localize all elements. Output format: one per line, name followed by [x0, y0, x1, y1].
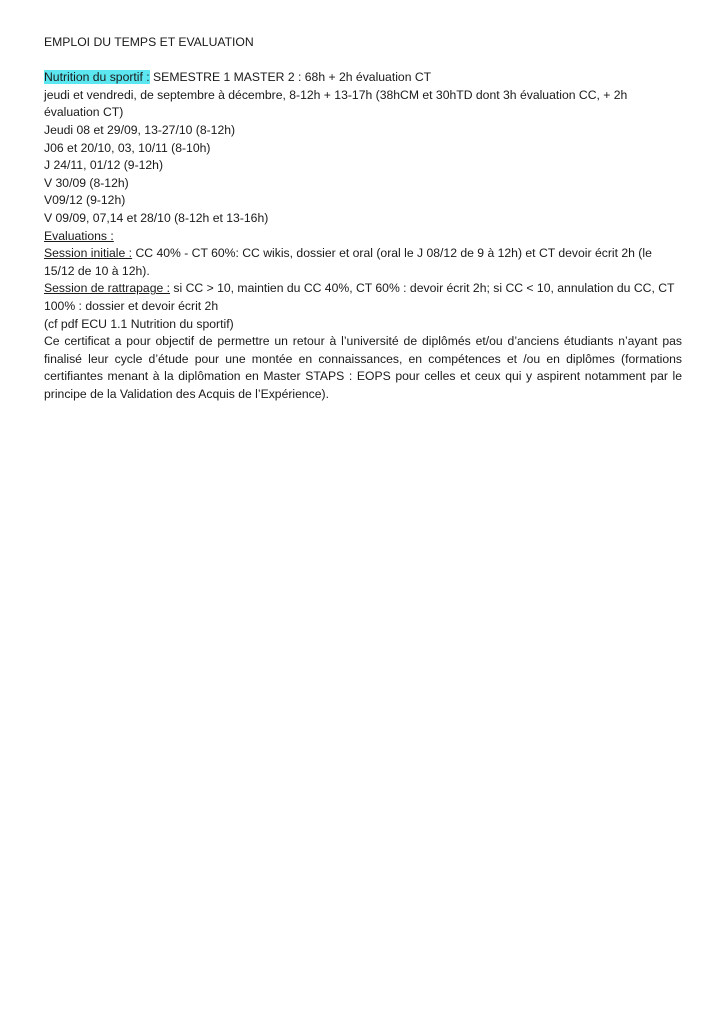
course-label-highlight: Nutrition du sportif : — [44, 70, 150, 85]
document-page — [44, 34, 682, 403]
session-initiale — [44, 245, 682, 280]
date-line: V09/12 (9-12h) — [44, 193, 126, 208]
session-rattrapage-text: si CC > 10, maintien du CC 40%, CT 60% : devoir écrit 2h; si CC < 10, annulation du CC, CT 100% : dossier et devoir écrit 2h — [44, 281, 675, 313]
document-title: EMPLOI DU TEMPS ET EVALUATION — [44, 35, 254, 49]
evaluations-heading — [44, 228, 682, 246]
session-rattrapage — [44, 280, 682, 315]
evaluations-heading-text: Evaluations : — [44, 228, 114, 243]
spacer — [44, 52, 682, 70]
course-detail: SEMESTRE 1 MASTER 2 : 68h + 2h évaluation CT — [149, 70, 432, 85]
schedule-summary: jeudi et vendredi, de septembre à décembre, 8-12h + 13-17h (38hCM et 30hTD dont 3h évaluation CC, + 2h évaluation CT) — [44, 87, 628, 120]
session-rattrapage-label: Session de rattrapage : — [44, 281, 171, 296]
date-line: V 09/09, 07,14 et 28/10 (8-12h et 13-16h) — [44, 210, 269, 225]
date-line: Jeudi 08 et 29/09, 13-27/10 (8-12h) — [44, 122, 236, 137]
session-initiale-label: Session initiale : — [44, 246, 133, 261]
certificate-paragraph: Ce certificat a pour objectif de permettre un retour à l’université de diplômés et/ou d’anciens étudiants n’ayant pas finalisé leur cycle d’étude pour une montée en connaissances, en compétences et /ou en diplômes (formations certifiantes menant à la diplômation en Master STAPS : EOPS pour celles et ceux qui y aspirent notamment par le principe de la Validation des Acquis de l’Expérience). — [44, 334, 682, 401]
course-line — [44, 69, 682, 87]
reference-note: (cf pdf ECU 1.1 Nutrition du sportif) — [44, 316, 234, 331]
date-line: J06 et 20/10, 03, 10/11 (8-10h) — [44, 140, 211, 155]
date-line: J 24/11, 01/12 (9-12h) — [44, 158, 164, 173]
session-initiale-text: CC 40% - CT 60%: CC wikis, dossier et oral (oral le J 08/12 de 9 à 12h) et CT devoir écrit 2h (le 15/12 de 10 à 12h). — [44, 246, 652, 278]
date-line: V 30/09 (8-12h) — [44, 175, 129, 190]
